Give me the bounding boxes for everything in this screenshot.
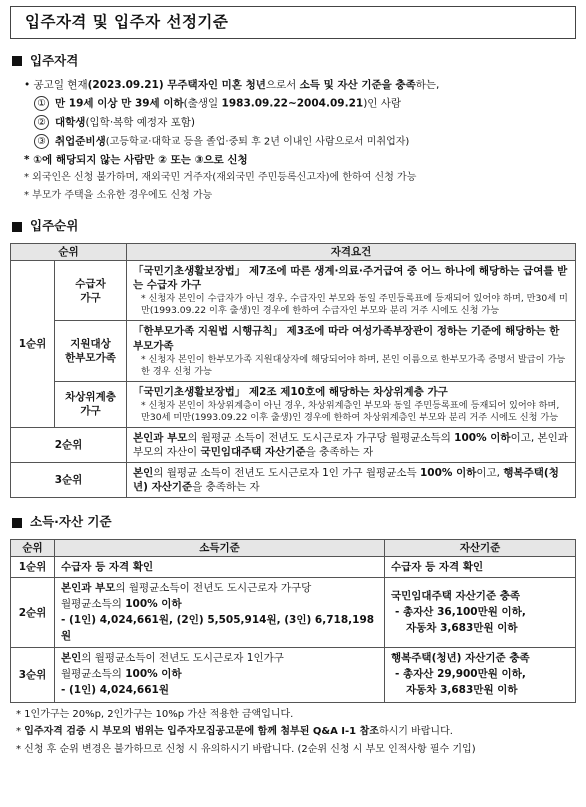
page-title: 입주자격 및 입주자 선정기준: [10, 6, 576, 39]
text-bold: 본인: [133, 467, 154, 480]
header-asset: 자산기준: [385, 540, 576, 557]
table-header-row: [11, 540, 576, 557]
text-bold: 100% 이하: [454, 431, 511, 444]
text: (출생일: [183, 97, 222, 110]
asset-cell: 수급자 등 자격 확인: [385, 557, 576, 578]
text: 하는,: [415, 78, 440, 91]
footnote-3: * 신청 후 순위 변경은 불가하므로 신청 시 유의하시기 바랍니다. (2순위 신청 시 부모 인적사항 필수 기입): [16, 743, 476, 755]
requirement-cell: [127, 261, 576, 321]
table-row: [11, 557, 576, 578]
table-row: [11, 261, 576, 321]
eligibility-line-4: [24, 134, 576, 149]
asset-title: 국민임대주택 자산기준 충족: [391, 590, 521, 603]
group-name: 지원대상 한부모가족: [55, 321, 127, 381]
requirement-note: * 신청자 본인이 차상위계층이 아닌 경우, 차상위계층인 부모와 동일 주민등록표에 등재되어 있어야 하며, 만30세 미만(1993.09.22 이후 출생)인 경우에 한하여 차상위계층인 부모와 분리 거주 시에도 신청 가능: [141, 399, 560, 423]
asset-title: 행복주택(청년) 자산기준 충족: [391, 652, 530, 665]
text: • 공고일 현재: [24, 78, 88, 91]
footnote-2: [16, 725, 576, 739]
rank-cell: 3순위: [11, 463, 127, 498]
requirement-cell: [127, 463, 576, 498]
income-asset-table: [10, 539, 576, 702]
text-bold: 100% 이하: [419, 467, 477, 480]
income-amounts: - (1인) 4,024,661원, (2인) 5,505,914원, (3인) 6,718,198원: [61, 613, 375, 642]
asset-cell: [385, 648, 576, 702]
text-bold: 100% 이하: [125, 598, 182, 611]
text: 의 월평균 소득이 전년도 도시근로자 가구당 월평균소득의: [187, 431, 455, 444]
requirement-cell: [127, 321, 576, 381]
square-bullet-icon: [12, 222, 22, 232]
circled-number: ③: [34, 134, 49, 149]
text-bold: 국민임대주택 자산기준: [200, 445, 306, 458]
text: 월평균소득의: [61, 668, 126, 681]
text-bold: 행복주택(청년) 자산기준: [133, 467, 559, 494]
text: 을 충족하는 자: [305, 445, 374, 458]
rank-cell: 2순위: [11, 427, 127, 462]
text: 의 월평균소득이 전년도 도시근로자 가구당: [115, 582, 312, 595]
rank-cell: 2순위: [11, 578, 55, 648]
income-cell: [55, 578, 385, 648]
section-heading-income-asset: [12, 514, 576, 531]
text: )인 사람: [363, 97, 402, 110]
income-cell: [55, 648, 385, 702]
requirement-cell: [127, 427, 576, 462]
rank-cell: 1순위: [11, 261, 55, 428]
text: 으로서: [265, 78, 300, 91]
eligibility-list: [10, 78, 576, 202]
eligibility-line-1: [24, 78, 576, 92]
rank-cell: 3순위: [11, 648, 55, 702]
asset-cell: [385, 578, 576, 648]
eligibility-line-2: [24, 96, 576, 111]
group-name: 수급자 가구: [55, 261, 127, 321]
square-bullet-icon: [12, 518, 22, 528]
header-rank: 순위: [11, 540, 55, 557]
header-requirement: 자격요건: [127, 244, 576, 261]
text: 이고,: [476, 467, 504, 480]
square-bullet-icon: [12, 56, 22, 66]
text: 하시기 바랍니다.: [378, 726, 453, 738]
section-heading-text: 입주순위: [30, 218, 79, 234]
requirement-main: 「국민기초생활보장법」 제2조 제10호에 해당하는 차상위계층 가구: [133, 385, 448, 398]
text-bold: 본인과 부모: [133, 431, 188, 444]
text: (고등학교·대학교 등을 졸업·중퇴 후 2년 이내인 사람으로서 미취업자): [105, 136, 410, 148]
eligibility-note-3: * 부모가 주택을 소유한 경우에도 신청 가능: [24, 189, 213, 201]
text: (입학·복학 예정자 포함): [85, 116, 195, 129]
asset-total: - 총자산 29,900만원 이하,: [395, 668, 526, 681]
eligibility-note-1: * ①에 해당되지 않는 사람만 ② 또는 ③으로 신청: [24, 154, 248, 167]
requirement-main: 「국민기초생활보장법」 제7조에 따른 생계·의료·주거급여 중 어느 하나에 해당하는 급여를 받는 수급자 가구: [133, 265, 568, 292]
text: 의 월평균 소득이 전년도 도시근로자 1인 가구 월평균소득: [153, 467, 420, 480]
text-bold: 취업준비생: [55, 135, 106, 148]
text: 을 충족하는 자: [192, 481, 260, 494]
section-heading-eligibility: [12, 53, 576, 70]
requirement-note: * 신청자 본인이 한부모가족 지원대상자에 해당되어야 하며, 본인 이름으로 한부모가족 증명서 발급이 가능한 경우 신청 가능: [141, 353, 566, 377]
requirement-cell: [127, 381, 576, 427]
text: 월평균소득의: [61, 598, 126, 611]
rank-cell: 1순위: [11, 557, 55, 578]
eligibility-note-2: * 외국인은 신청 불가하며, 재외국민 거주자(재외국민 주민등록신고자)에 한하여 신청 가능: [24, 172, 417, 184]
text: 의 월평균소득이 전년도 도시근로자 1인가구: [81, 652, 284, 665]
eligibility-line-3: [24, 115, 576, 130]
text-bold: 만 19세 이상 만 39세 이하: [55, 97, 184, 110]
table-row: [11, 648, 576, 702]
table-row: [11, 578, 576, 648]
header-rank: 순위: [11, 244, 127, 261]
circled-number: ①: [34, 96, 49, 111]
text-bold: 본인과 부모: [61, 582, 116, 595]
group-name: 차상위계층 가구: [55, 381, 127, 427]
income-cell: 수급자 등 자격 확인: [55, 557, 385, 578]
text: *: [16, 726, 25, 738]
asset-car: 자동차 3,683만원 이하: [406, 621, 518, 634]
table-row: [11, 427, 576, 462]
footnote-1: * 1인가구는 20%p, 2인가구는 10%p 가산 적용한 금액입니다.: [16, 708, 294, 720]
header-income: 소득기준: [55, 540, 385, 557]
section-heading-text: 소득·자산 기준: [30, 514, 112, 530]
requirement-note: * 신청자 본인이 수급자가 아닌 경우, 수급자인 부모와 동일 주민등록표에 등재되어 있어야 하며, 만30세 미만(1993.09.22 이후 출생)인 경우에 한하여 수급자인 부모와 분리 거주 시에도 신청 가능: [141, 293, 568, 317]
table-row: [11, 381, 576, 427]
text-bold: 본인: [61, 652, 82, 665]
table-row: [11, 321, 576, 381]
text-bold: 소득 및 자산 기준을 충족: [299, 78, 416, 91]
table-header-row: [11, 244, 576, 261]
text-bold: 1983.09.22~2004.09.21: [221, 97, 364, 110]
asset-car: 자동차 3,683만원 이하: [406, 683, 518, 696]
section-heading-priority: [12, 218, 576, 235]
text-bold: (2023.09.21) 무주택자인 미혼 청년: [87, 78, 266, 91]
section-heading-text: 입주자격: [30, 53, 79, 68]
asset-total: - 총자산 36,100만원 이하,: [395, 606, 526, 619]
text-bold: 100% 이하: [125, 668, 182, 681]
requirement-main: 「한부모가족 지원법 시행규칙」 제3조에 따라 여성가족부장관이 정하는 기준에 해당하는 한부모가족: [133, 325, 560, 352]
text-bold: 입주자격 검증 시 부모의 범위는 입주자모집공고문에 함께 첨부된 Q&A Ⅰ-1 참조: [24, 726, 379, 738]
text: 이고, 본인과 부모의 자산이: [133, 431, 568, 458]
priority-table: [10, 243, 576, 498]
text-bold: 대학생: [55, 116, 86, 129]
footnotes: [10, 708, 576, 757]
table-row: [11, 463, 576, 498]
circled-number: ②: [34, 115, 49, 130]
income-amounts: - (1인) 4,024,661원: [61, 683, 169, 696]
